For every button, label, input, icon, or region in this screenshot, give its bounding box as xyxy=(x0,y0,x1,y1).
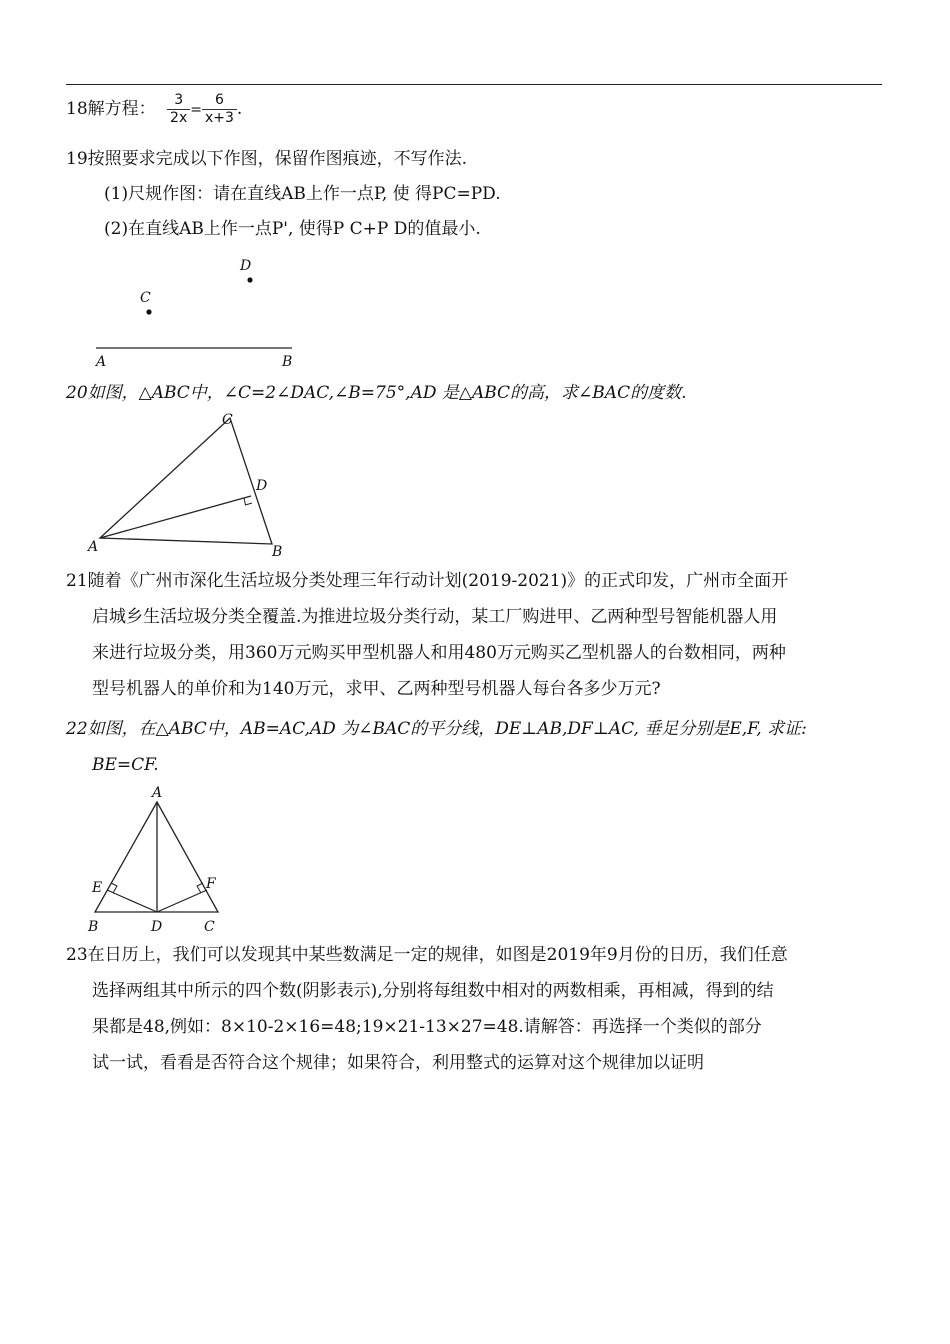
q19-part1: (1)尺规作图：请在直线AB上作一点P, 使 得PC=PD. xyxy=(104,184,501,204)
q22-label-B: B xyxy=(88,919,99,935)
q20-label-D: D xyxy=(256,478,268,494)
q19-label-A: A xyxy=(96,354,107,370)
header-rule xyxy=(66,84,882,85)
q22-line2: BE=CF. xyxy=(92,755,159,775)
q18-tail: . xyxy=(236,99,243,119)
q18-equals: = xyxy=(190,102,202,118)
q23-line3: 果都是48,例如：8×10-2×16=48;19×21-13×27=48.请解答：再选择一个类似的部分 xyxy=(92,1017,762,1037)
q22-label-C: C xyxy=(204,919,215,935)
q21-line3: 来进行垃圾分类，用360万元购买甲型机器人和用480万元购买乙型机器人的台数相同，两种 xyxy=(92,643,786,663)
q23-line1: 23在日历上，我们可以发现其中某些数满足一定的规律，如图是2019年9月份的日历，我们任意 xyxy=(66,945,788,965)
q22-perp-DE xyxy=(107,890,157,912)
q19-label-C: C xyxy=(140,290,151,306)
q22-perp-DF xyxy=(157,890,207,912)
q21-line1: 21随着《广州市深化生活垃圾分类处理三年行动计划(2019-2021)》的正式印发，广州市全面开 xyxy=(66,571,789,591)
q19-figure xyxy=(88,252,308,372)
q20-triangle-ABC xyxy=(100,418,272,544)
q22-label-D: D xyxy=(151,919,163,935)
q22-line1: 22如图，在△ABC中，AB=AC,AD 为∠BAC的平分线，DE⊥AB,DF⊥AC, 垂足分别是E,F, 求证: xyxy=(66,719,807,739)
q22-label-A: A xyxy=(152,785,163,801)
q20-label-C: C xyxy=(222,412,233,428)
q19-part2: (2)在直线AB上作一点P', 使得P C+P D的值最小. xyxy=(104,219,481,239)
q19-label-D: D xyxy=(240,258,252,274)
q22-right-angle-E xyxy=(111,883,117,893)
q18-frac1-den: 2x xyxy=(170,110,188,126)
q18-line xyxy=(66,92,242,127)
q19-label-B: B xyxy=(282,354,293,370)
q23-line2: 选择两组其中所示的四个数(阴影表示),分别将每组数中相对的两数相乘，再相减，得到的结 xyxy=(92,981,774,1001)
q19-point-C xyxy=(146,309,151,314)
q22-figure xyxy=(84,782,234,938)
q21-line4: 型号机器人的单价和为140万元，求甲、乙两种型号机器人每台各多少万元? xyxy=(92,679,661,699)
q19-point-D xyxy=(247,277,252,282)
q18-frac2-den: x+3 xyxy=(204,110,234,126)
q20-figure xyxy=(84,408,304,560)
q20-label-B: B xyxy=(272,544,283,560)
q20-right-angle-mark xyxy=(244,498,252,505)
q18-frac2-num: 6 xyxy=(202,92,237,110)
q21-line2: 启城乡生活垃圾分类全覆盖.为推进垃圾分类行动，某工厂购进甲、乙两种型号智能机器人用 xyxy=(92,607,778,627)
q18-label: 18解方程： xyxy=(66,99,156,119)
q22-label-E: E xyxy=(92,880,103,896)
q18-fraction-left xyxy=(167,92,190,127)
q20-label-A: A xyxy=(88,539,99,555)
q22-label-F: F xyxy=(206,876,216,892)
q23-line4: 试一试，看看是否符合这个规律；如果符合，利用整式的运算对这个规律加以证明 xyxy=(92,1053,704,1073)
q19-stem: 19按照要求完成以下作图，保留作图痕迹，不写作法. xyxy=(66,149,468,169)
q18-frac1-num: 3 xyxy=(167,92,190,110)
q18-fraction-right xyxy=(202,92,237,127)
q20-stem: 20如图，△ABC中，∠C=2∠DAC,∠B=75°,AD 是△ABC的高，求∠BAC的度数. xyxy=(66,383,687,403)
